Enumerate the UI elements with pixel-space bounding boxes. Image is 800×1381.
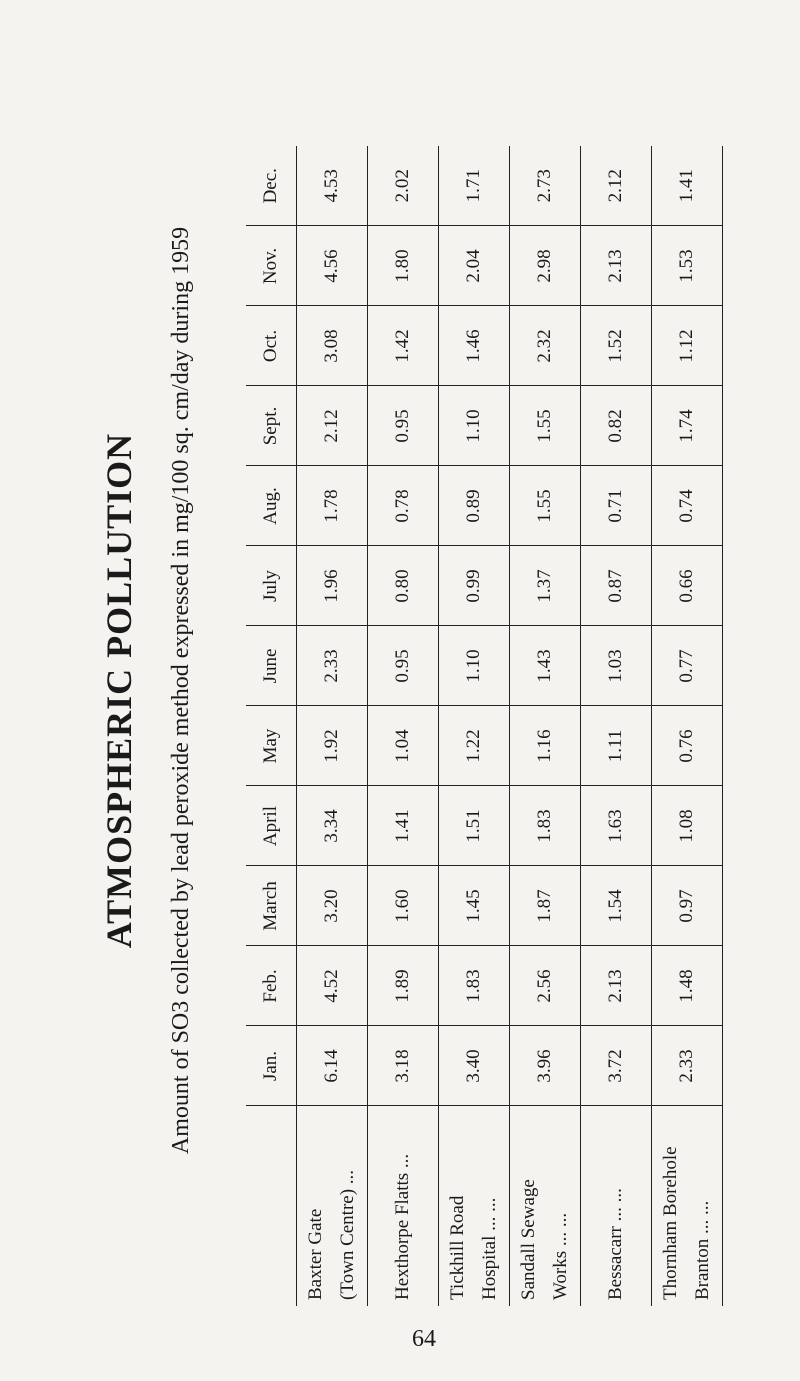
header-month: Jan. bbox=[246, 1026, 297, 1106]
value-cell: 2.04 bbox=[439, 226, 510, 306]
table-row bbox=[652, 146, 723, 1306]
value-cell: 1.54 bbox=[581, 866, 652, 946]
header-month: July bbox=[246, 546, 297, 626]
header-month: Nov. bbox=[246, 226, 297, 306]
value-cell: 2.12 bbox=[297, 386, 368, 466]
site-name: Bessacarr ... ... bbox=[581, 1106, 652, 1306]
value-cell: 3.40 bbox=[439, 1026, 510, 1106]
value-cell: 2.12 bbox=[581, 146, 652, 226]
table-row bbox=[510, 146, 581, 1306]
header-month: Sept. bbox=[246, 386, 297, 466]
value-cell: 3.18 bbox=[368, 1026, 439, 1106]
value-cell: 1.04 bbox=[368, 706, 439, 786]
page-number: 64 bbox=[412, 1326, 436, 1352]
value-cell: 1.53 bbox=[652, 226, 723, 306]
value-cell: 1.83 bbox=[439, 946, 510, 1026]
value-cell: 0.76 bbox=[652, 706, 723, 786]
table-row bbox=[368, 146, 439, 1306]
value-cell: 1.22 bbox=[439, 706, 510, 786]
value-cell: 1.46 bbox=[439, 306, 510, 386]
value-cell: 1.16 bbox=[510, 706, 581, 786]
header-row bbox=[246, 146, 297, 1306]
value-cell: 1.41 bbox=[652, 146, 723, 226]
value-cell: 0.66 bbox=[652, 546, 723, 626]
value-cell: 1.80 bbox=[368, 226, 439, 306]
value-cell: 1.10 bbox=[439, 626, 510, 706]
value-cell: 0.78 bbox=[368, 466, 439, 546]
value-cell: 0.89 bbox=[439, 466, 510, 546]
header-month: June bbox=[246, 626, 297, 706]
value-cell: 0.87 bbox=[581, 546, 652, 626]
value-cell: 1.74 bbox=[652, 386, 723, 466]
value-cell: 1.10 bbox=[439, 386, 510, 466]
value-cell: 3.72 bbox=[581, 1026, 652, 1106]
value-cell: 1.43 bbox=[510, 626, 581, 706]
value-cell: 1.03 bbox=[581, 626, 652, 706]
table-row bbox=[297, 146, 368, 1306]
value-cell: 2.33 bbox=[297, 626, 368, 706]
value-cell: 3.96 bbox=[510, 1026, 581, 1106]
site-name: Sandall Sewage Works ... ... bbox=[510, 1106, 581, 1306]
value-cell: 0.74 bbox=[652, 466, 723, 546]
value-cell: 0.77 bbox=[652, 626, 723, 706]
value-cell: 1.96 bbox=[297, 546, 368, 626]
header-site bbox=[246, 1106, 297, 1306]
value-cell: 2.73 bbox=[510, 146, 581, 226]
value-cell: 4.53 bbox=[297, 146, 368, 226]
header-month: April bbox=[246, 786, 297, 866]
value-cell: 0.80 bbox=[368, 546, 439, 626]
value-cell: 3.20 bbox=[297, 866, 368, 946]
header-month: Dec. bbox=[246, 146, 297, 226]
value-cell: 1.55 bbox=[510, 386, 581, 466]
header-month: May bbox=[246, 706, 297, 786]
value-cell: 2.98 bbox=[510, 226, 581, 306]
value-cell: 3.34 bbox=[297, 786, 368, 866]
value-cell: 1.51 bbox=[439, 786, 510, 866]
value-cell: 4.52 bbox=[297, 946, 368, 1026]
value-cell: 2.33 bbox=[652, 1026, 723, 1106]
value-cell: 2.13 bbox=[581, 226, 652, 306]
header-month: Oct. bbox=[246, 306, 297, 386]
site-name: Thornham Borehole Branton ... ... bbox=[652, 1106, 723, 1306]
value-cell: 1.55 bbox=[510, 466, 581, 546]
site-name: Tickhill Road Hospital ... ... bbox=[439, 1106, 510, 1306]
page-title: ATMOSPHERIC POLLUTION bbox=[99, 432, 139, 949]
page-subtitle: Amount of SO3 collected by lead peroxide method expressed in mg/100 sq. cm/day during 1959 bbox=[168, 226, 194, 1155]
value-cell: 1.11 bbox=[581, 706, 652, 786]
header-month: Feb. bbox=[246, 946, 297, 1026]
value-cell: 1.48 bbox=[652, 946, 723, 1026]
value-cell: 1.42 bbox=[368, 306, 439, 386]
value-cell: 1.83 bbox=[510, 786, 581, 866]
value-cell: 1.89 bbox=[368, 946, 439, 1026]
value-cell: 1.45 bbox=[439, 866, 510, 946]
value-cell: 1.78 bbox=[297, 466, 368, 546]
value-cell: 2.32 bbox=[510, 306, 581, 386]
value-cell: 1.87 bbox=[510, 866, 581, 946]
value-cell: 2.56 bbox=[510, 946, 581, 1026]
value-cell: 1.12 bbox=[652, 306, 723, 386]
site-name: Baxter Gate (Town Centre) ... bbox=[297, 1106, 368, 1306]
header-month: Aug. bbox=[246, 466, 297, 546]
value-cell: 0.95 bbox=[368, 626, 439, 706]
value-cell: 0.99 bbox=[439, 546, 510, 626]
header-month: March bbox=[246, 866, 297, 946]
value-cell: 0.71 bbox=[581, 466, 652, 546]
value-cell: 2.02 bbox=[368, 146, 439, 226]
value-cell: 6.14 bbox=[297, 1026, 368, 1106]
value-cell: 1.92 bbox=[297, 706, 368, 786]
value-cell: 4.56 bbox=[297, 226, 368, 306]
site-name: Hexthorpe Flatts ... bbox=[368, 1106, 439, 1306]
value-cell: 1.63 bbox=[581, 786, 652, 866]
table-row bbox=[439, 146, 510, 1306]
pollution-table bbox=[246, 146, 723, 1306]
table-row bbox=[581, 146, 652, 1306]
value-cell: 1.08 bbox=[652, 786, 723, 866]
value-cell: 0.82 bbox=[581, 386, 652, 466]
value-cell: 0.95 bbox=[368, 386, 439, 466]
value-cell: 3.08 bbox=[297, 306, 368, 386]
value-cell: 1.52 bbox=[581, 306, 652, 386]
value-cell: 1.41 bbox=[368, 786, 439, 866]
value-cell: 2.13 bbox=[581, 946, 652, 1026]
value-cell: 1.71 bbox=[439, 146, 510, 226]
value-cell: 1.60 bbox=[368, 866, 439, 946]
value-cell: 1.37 bbox=[510, 546, 581, 626]
value-cell: 0.97 bbox=[652, 866, 723, 946]
